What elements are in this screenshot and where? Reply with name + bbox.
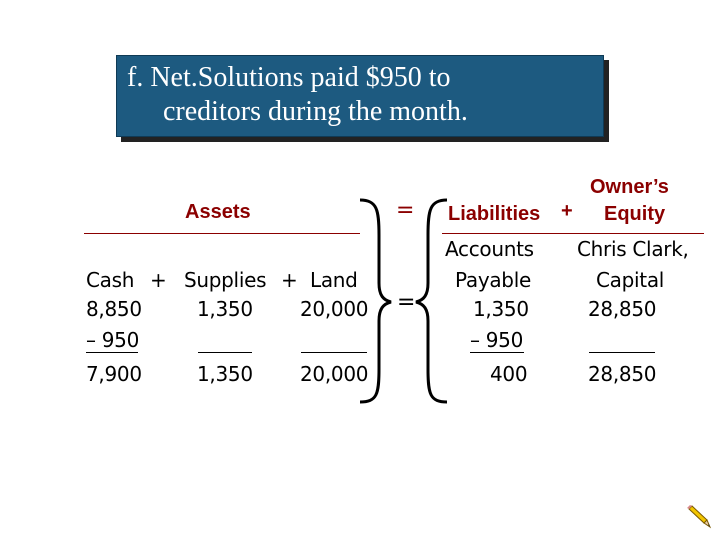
cash-value-1: 8,850 xyxy=(86,297,142,321)
cash-value-3: 7,900 xyxy=(86,362,142,386)
assets-header-rule xyxy=(84,233,360,234)
capital-header-line-1: Chris Clark, xyxy=(577,237,689,261)
accounts-payable-header-line-1: Accounts xyxy=(445,237,534,261)
left-brace-icon xyxy=(412,195,452,405)
capital-value-1: 28,850 xyxy=(588,297,657,321)
pencil-icon[interactable] xyxy=(686,505,712,529)
supplies-value-1: 1,350 xyxy=(197,297,253,321)
cash-value-2: – 950 xyxy=(86,328,140,352)
title-box xyxy=(116,55,604,137)
plus-sign-2: + xyxy=(281,268,298,292)
cash-underline xyxy=(86,352,138,353)
land-value-1: 20,000 xyxy=(300,297,369,321)
accounts-payable-value-1: 1,350 xyxy=(473,297,529,321)
accounts-payable-underline xyxy=(470,352,524,353)
supplies-value-3: 1,350 xyxy=(197,362,253,386)
equity-header: Equity xyxy=(604,203,666,225)
title-line-2: creditors during the month. xyxy=(163,96,468,127)
capital-header-line-2: Capital xyxy=(596,268,665,292)
cash-column-header: Cash xyxy=(86,268,135,292)
accounts-payable-value-3: 400 xyxy=(490,362,528,386)
accounts-payable-header-line-2: Payable xyxy=(455,268,531,292)
capital-value-3: 28,850 xyxy=(588,362,657,386)
assets-header: Assets xyxy=(185,201,251,223)
land-underline xyxy=(301,352,367,353)
plus-sign-1: + xyxy=(150,268,167,292)
supplies-column-header: Supplies xyxy=(184,268,267,292)
land-value-3: 20,000 xyxy=(300,362,369,386)
owners-header: Owner’s xyxy=(590,176,669,198)
plus-sign-header: + xyxy=(561,200,573,222)
capital-underline xyxy=(589,352,655,353)
liabilities-header: Liabilities xyxy=(448,203,541,225)
accounts-payable-value-2: – 950 xyxy=(470,328,524,352)
equals-sign-middle: = xyxy=(397,290,416,315)
title-line-1: f. Net.Solutions paid $950 to xyxy=(127,62,451,93)
land-column-header: Land xyxy=(310,268,358,292)
supplies-underline xyxy=(198,352,252,353)
equals-sign-header: = xyxy=(396,198,415,223)
liabilities-equity-rule xyxy=(442,233,704,234)
